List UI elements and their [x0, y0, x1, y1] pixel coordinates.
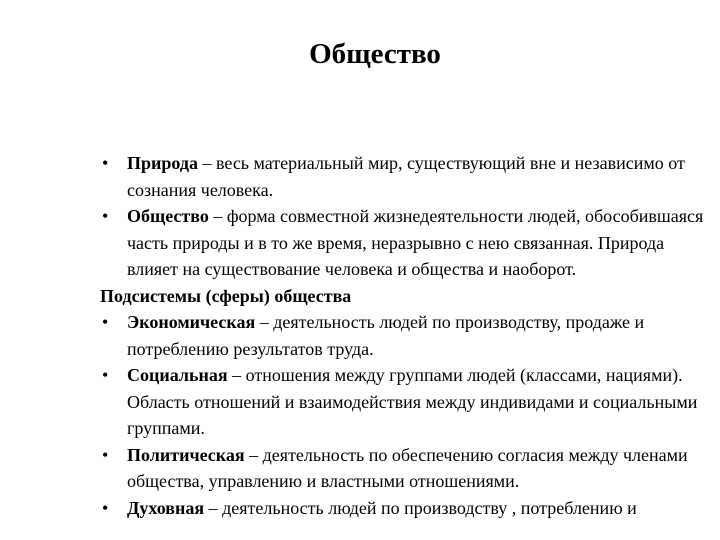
- subsystems-heading: Подсистемы (сферы) общества: [100, 285, 352, 306]
- definition-society: – форма совместной жизнедеятельности людей, обособившаяся часть природы и в то же время, неразрывно с нею связанная. Природа влияет на существование человека и общества и наоборот.: [127, 206, 704, 279]
- definition-spiritual: – деятельность людей по производству , потреблению и: [204, 497, 637, 518]
- bullet-icon: •: [102, 153, 109, 173]
- slide-content: [100, 150, 705, 521]
- definition-nature: – весь материальный мир, существующий вне и независимо от сознания человека.: [127, 153, 685, 200]
- bullet-icon: •: [102, 497, 109, 518]
- term-economic: Экономическая: [127, 312, 256, 332]
- bullet-icon: •: [102, 365, 109, 385]
- bullet-icon: •: [102, 206, 109, 226]
- term-social: Социальная: [127, 365, 228, 385]
- definition-political: – деятельность по обеспечению согласия между членами общества, управлению и властными отношениями.: [127, 444, 688, 491]
- bullet-item-political: [100, 442, 705, 495]
- bullet-item-social: [100, 362, 705, 442]
- slide-title: Общество: [309, 38, 441, 70]
- bullet-icon: •: [102, 312, 109, 332]
- bullet-icon: •: [102, 444, 109, 465]
- term-nature: Природа: [127, 153, 198, 173]
- term-spiritual: Духовная: [127, 497, 205, 518]
- bullet-item-nature: [100, 150, 705, 203]
- bullet-item-spiritual: [100, 495, 705, 522]
- bullet-item-society: [100, 203, 705, 283]
- definition-social: – отношения между группами людей (классами, нациями). Область отношений и взаимодействия между индивидами и социальными группами.: [127, 365, 698, 438]
- term-political: Политическая: [127, 444, 245, 465]
- bullet-item-economic: [100, 309, 705, 362]
- term-society: Общество: [127, 206, 209, 226]
- definition-economic: – деятельность людей по производству, продаже и потреблению результатов труда.: [127, 312, 645, 359]
